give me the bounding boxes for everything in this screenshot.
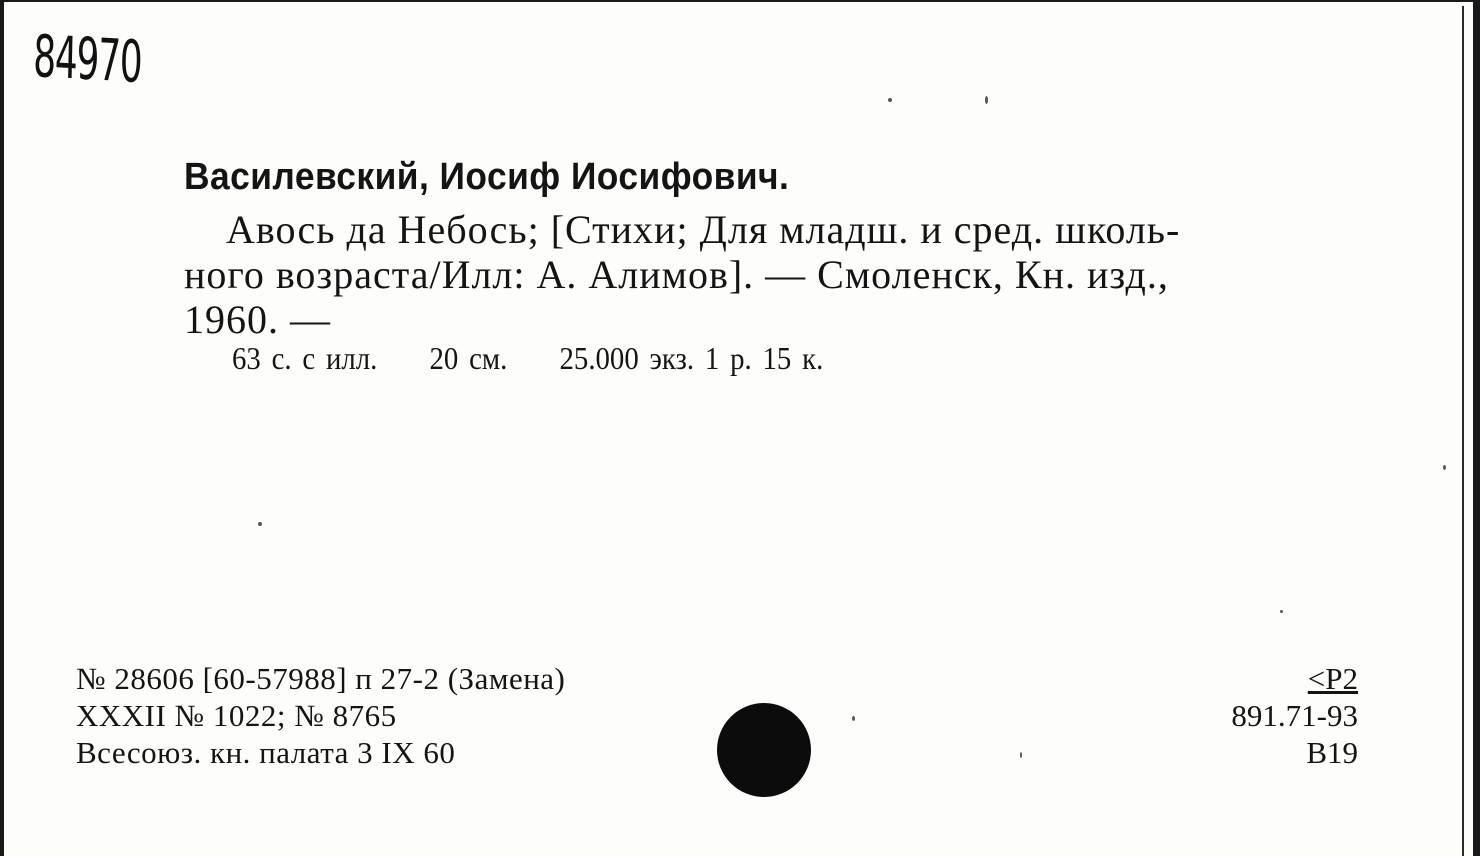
scan-speck	[1020, 752, 1022, 758]
author-heading: Василевский, Иосиф Иосифович.	[184, 156, 790, 198]
title-line-2: ного возраста/Илл: А. Алимов]. — Смоленск, Кн. изд.,	[184, 252, 1169, 297]
scan-speck	[1280, 610, 1283, 613]
classification-code-1: <P2	[1307, 661, 1358, 696]
title-line-3: 1960. —	[184, 297, 331, 342]
card-inner-border	[1462, 6, 1464, 856]
print-run-price: 25.000 экз. 1 р. 15 к.	[559, 340, 824, 376]
registry-line-3: Всесоюз. кн. палата 3 IX 60	[76, 735, 456, 770]
physical-description	[232, 340, 823, 377]
registry-info	[76, 660, 565, 771]
registry-line-1: № 28606 [60-57988] п 27-2 (Замена)	[76, 661, 566, 696]
page-count: 63 с. с илл.	[232, 340, 378, 376]
handwritten-inventory-number: 84970	[32, 22, 143, 97]
scan-speck	[258, 522, 262, 526]
scan-speck	[985, 96, 988, 104]
scan-speck	[852, 716, 855, 721]
card-top-edge	[0, 0, 1480, 2]
registry-line-2: XXXII № 1022; № 8765	[76, 698, 397, 733]
scan-speck	[888, 98, 892, 102]
title-line-1: Авось да Небось; [Стихи; Для младш. и сред. школь-	[226, 207, 1181, 252]
classification-code-2: 891.71-93	[1231, 698, 1358, 733]
book-size: 20 см.	[429, 340, 508, 376]
scan-speck	[1443, 465, 1446, 470]
card-punch-hole	[717, 703, 811, 797]
card-left-edge	[0, 0, 4, 856]
classification-codes	[1231, 660, 1358, 771]
card-right-edge	[1473, 0, 1480, 856]
classification-code-3: B19	[1306, 735, 1358, 770]
